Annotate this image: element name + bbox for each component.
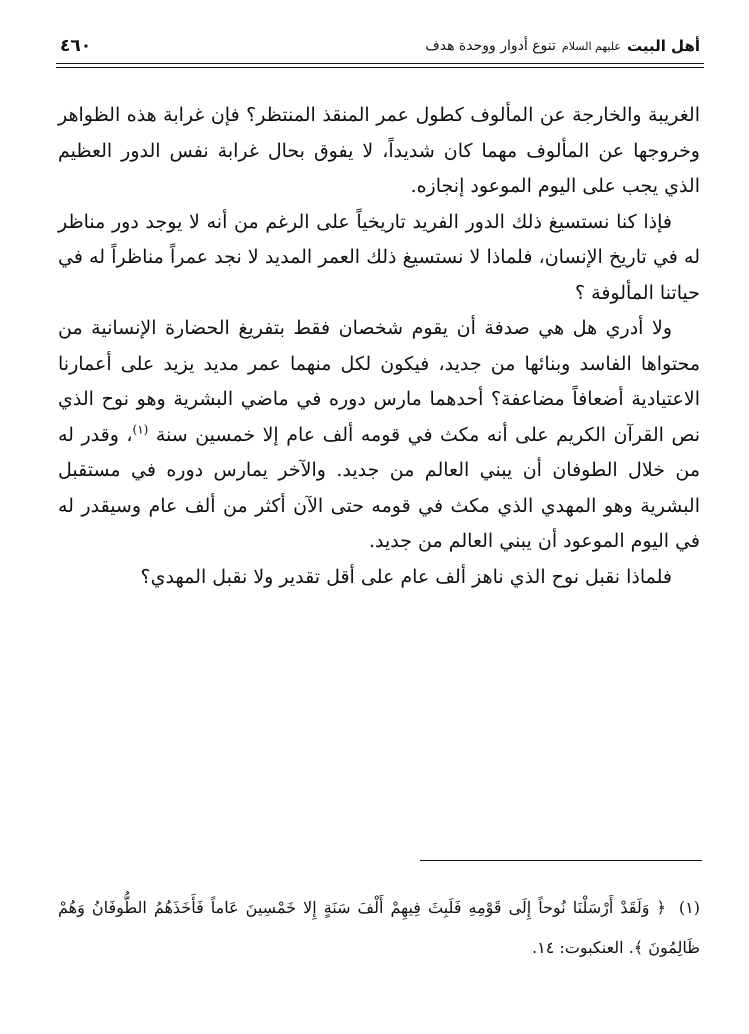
footnote-divider <box>420 860 702 861</box>
footnote <box>58 888 700 968</box>
footnote-reference[interactable]: (١) <box>132 422 149 437</box>
footnote-text: ﴿ وَلَقَدْ أَرْسَلْنَا نُوحاً إِلَى قَوْمِهِ فَلَبِثَ فِيهِمْ أَلْفَ سَنَةٍ إِلا خَمْسِينَ عَاماً فَأَخَذَهُمُ الطُّوفَانُ وَهُمْ ظَالِمُونَ ﴾. العنكبوت: ١٤. <box>58 898 700 957</box>
paragraph-4: فلماذا نقبل نوح الذي ناهز ألف عام على أقل تقدير ولا نقبل المهدي؟ <box>140 565 672 588</box>
header-divider <box>56 63 704 68</box>
paragraph-3-part-2: ، وقدر له من خلال الطوفان أن يبني العالم من جديد. والآخر يمارس دوره في مستقبل البشرية وهو المهدي الذي مكث في قومه حتى الآن أكثر من ألف عام وسيقدر له في اليوم الموعود أن يبني العالم من جديد. <box>58 423 700 552</box>
footnote-number: (١) <box>678 898 700 917</box>
paragraph-3 <box>58 311 700 560</box>
paragraph-1: الغريبة والخارجة عن المألوف كطول عمر المنقذ المنتظر؟ فإن غرابة هذه الظواهر وخروجها عن المألوف مهما كان شديداً، لا يفوق بحال غرابة نفس الدور العظيم الذي يجب على اليوم الموعود إنجازه. <box>58 104 700 197</box>
running-header <box>60 30 700 62</box>
paragraph-3-part-1: ولا أدري هل هي صدفة أن يقوم شخصان فقط بتفريغ الحضارة الإنسانية من محتواها الفاسد وبنائها من جديد، فيكون لكل منهما عمر مديد يزيد على أعمارنا الاعتيادية أضعافاً مضاعفة؟ أحدهما مارس دوره في ماضي البشرية وهو نوح الذي نص القرآن الكريم على أنه مكث في قومه ألف عام إلا خمسين سنة <box>58 317 701 446</box>
page-number: ٤٦٠ <box>60 36 92 56</box>
header-title-group <box>425 37 700 55</box>
main-text <box>58 98 700 595</box>
honorific-glyph: عليهم السلام <box>561 39 621 53</box>
paragraph-2: فإذا كنا نستسيغ ذلك الدور الفريد تاريخياً على الرغم من أنه لا يوجد دور مناظر له في تاريخ الإنسان، فلماذا لا نستسيغ ذلك العمر المديد لا نجد عمراً مناظراً له في حياتنا المألوفة ؟ <box>58 210 700 304</box>
header-section: تنوع أدوار ووحدة هدف <box>425 38 556 54</box>
header-title: أهل البيت <box>626 37 700 55</box>
